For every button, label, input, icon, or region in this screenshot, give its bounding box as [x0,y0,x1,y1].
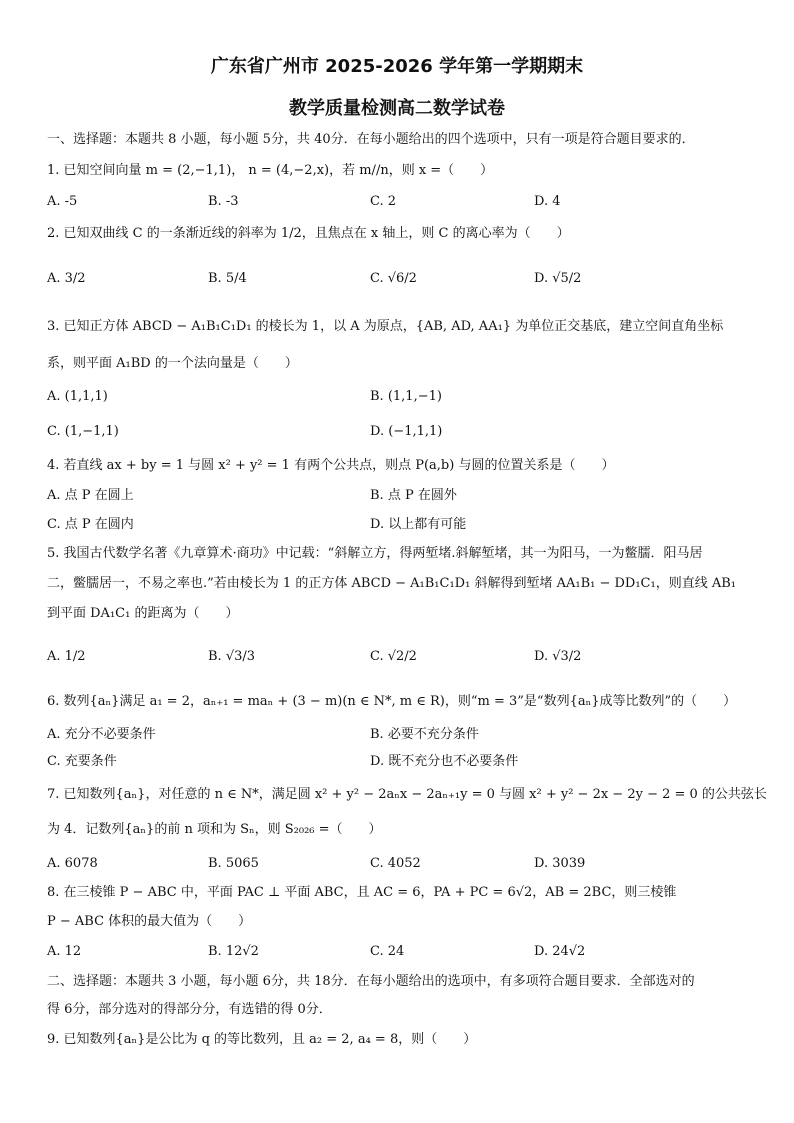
q5-option-d: D. √3/2 [534,649,582,664]
q8-option-d: D. 24√2 [534,944,586,959]
q2-option-a: A. 3/2 [47,271,86,286]
q1-option-a: A. -5 [47,194,78,209]
q6-option-a: A. 充分不必要条件 [47,727,156,742]
q5-stem-line1: 5. 我国古代数学名著《九章算术·商功》中记载：“斜解立方，得两堑堵.斜解堑堵，其一为阳马，一为鳖臑．阳马居 [47,546,703,561]
section-2-instruction-line1: 二、选择题：本题共 3 小题，每小题 6分，共 18分．在每小题给出的选项中，有多项符合题目要求．全部选对的 [47,974,695,989]
q3-option-d: D. (−1,1,1) [370,424,443,439]
q8-option-a: A. 12 [47,944,82,959]
q8-stem-line1: 8. 在三棱锥 P − ABC 中，平面 PAC ⊥ 平面 ABC，且 AC = 6，PA + PC = 6√2，AB = 2BC，则三棱锥 [47,885,677,900]
q1-option-b: B. -3 [208,194,239,209]
q1-stem: 1. 已知空间向量 m = (2,−1,1)， n = (4,−2,x)，若 m//n，则 x =（ ） [47,163,494,178]
q4-option-d: D. 以上都有可能 [370,517,467,532]
q8-stem-line2: P − ABC 体积的最大值为（ ） [47,914,252,929]
q2-stem: 2. 已知双曲线 C 的一条渐近线的斜率为 1/2，且焦点在 x 轴上，则 C 的离心率为（ ） [47,226,570,241]
q2-option-d: D. √5/2 [534,271,582,286]
q7-option-d: D. 3039 [534,856,586,871]
q4-option-c: C. 点 P 在圆内 [47,517,134,532]
q6-option-c: C. 充要条件 [47,754,117,769]
q3-option-c: C. (1,−1,1) [47,424,119,439]
q4-option-a: A. 点 P 在圆上 [47,488,134,503]
q2-option-b: B. 5/4 [208,271,247,286]
q6-option-b: B. 必要不充分条件 [370,727,479,742]
q3-stem-line1: 3. 已知正方体 ABCD − A₁B₁C₁D₁ 的棱长为 1，以 A 为原点，{AB, AD, AA₁} 为单位正交基底，建立空间直角坐标 [47,319,724,334]
exam-title-line2: 教学质量检测高二数学试卷 [289,98,505,119]
q3-option-b: B. (1,1,−1) [370,389,442,404]
q7-option-c: C. 4052 [370,856,421,871]
q6-stem: 6. 数列{aₙ}满足 a₁ = 2，aₙ₊₁ = maₙ + (3 − m)(n ∈ N*, m ∈ R)，则“m = 3”是“数列{aₙ}成等比数列”的（ ） [47,694,737,709]
exam-title-line1: 广东省广州市 2025-2026 学年第一学期期末 [210,56,584,77]
q9-stem: 9. 已知数列{aₙ}是公比为 q 的等比数列，且 a₂ = 2, a₄ = 8，则（ ） [47,1032,477,1047]
q5-option-c: C. √2/2 [370,649,417,664]
q7-option-b: B. 5065 [208,856,259,871]
section-1-instruction: 一、选择题：本题共 8 小题，每小题 5分，共 40分．在每小题给出的四个选项中，只有一项是符合题目要求的． [47,132,695,147]
q5-option-b: B. √3/3 [208,649,256,664]
q1-option-d: D. 4 [534,194,561,209]
q7-option-a: A. 6078 [47,856,98,871]
q4-stem: 4. 若直线 ax + by = 1 与圆 x² + y² = 1 有两个公共点，则点 P(a,b) 与圆的位置关系是（ ） [47,458,615,473]
q7-stem-line2: 为 4．记数列{aₙ}的前 n 项和为 Sₙ，则 S₂₀₂₆ =（ ） [47,822,382,837]
q5-option-a: A. 1/2 [47,649,86,664]
q5-stem-line3: 到平面 DA₁C₁ 的距离为（ ） [47,606,239,621]
q3-option-a: A. (1,1,1) [47,389,108,404]
q5-stem-line2: 二，鳖臑居一，不易之率也.”若由棱长为 1 的正方体 ABCD − A₁B₁C₁D₁ 斜解得到堑堵 AA₁B₁ − DD₁C₁，则直线 AB₁ [47,576,736,591]
q6-option-d: D. 既不充分也不必要条件 [370,754,519,769]
q1-option-c: C. 2 [370,194,397,209]
q3-stem-line2: 系，则平面 A₁BD 的一个法向量是（ ） [47,356,298,371]
q7-stem-line1: 7. 已知数列{aₙ}，对任意的 n ∈ N*，满足圆 x² + y² − 2aₙx − 2aₙ₊₁y = 0 与圆 x² + y² − 2x − 2y − 2 = 0 的公共弦长 [47,787,767,802]
q2-option-c: C. √6/2 [370,271,417,286]
section-2-instruction-line2: 得 6分，部分选对的得部分分，有选错的得 0分． [47,1002,332,1017]
q4-option-b: B. 点 P 在圆外 [370,488,457,503]
q8-option-c: C. 24 [370,944,405,959]
q8-option-b: B. 12√2 [208,944,259,959]
